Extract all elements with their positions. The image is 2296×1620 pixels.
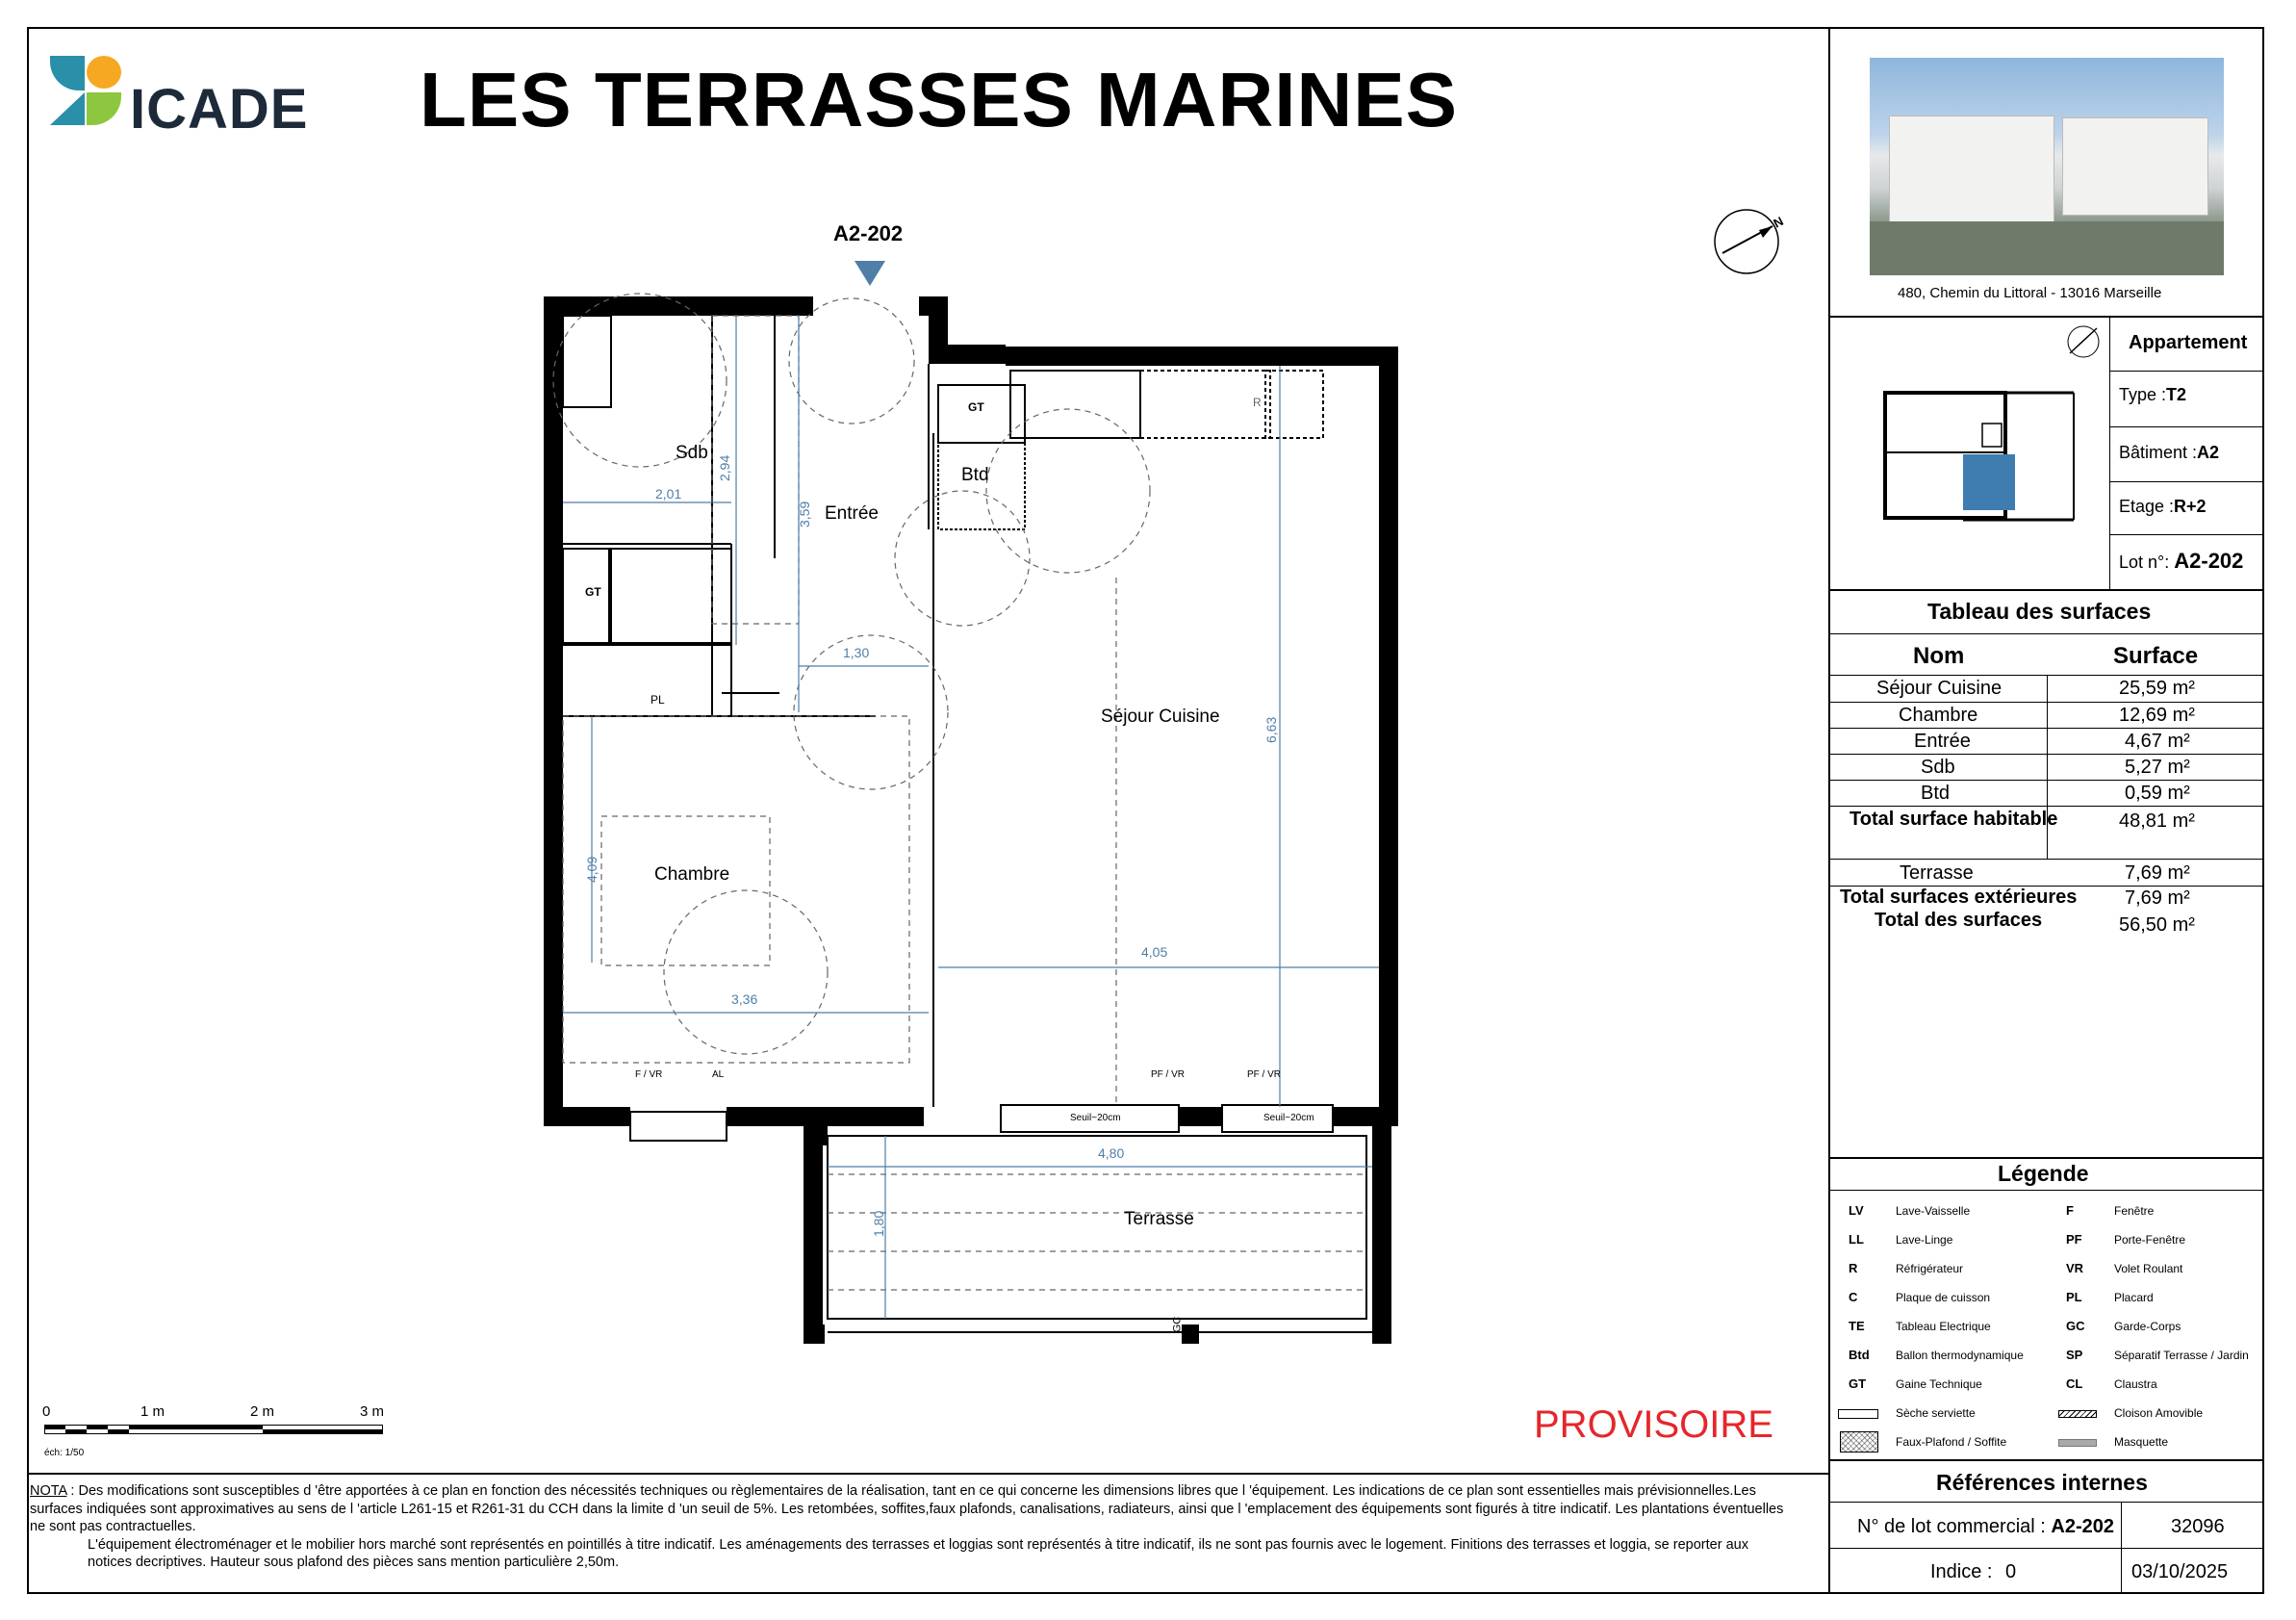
lot-commercial-label: N° de lot commercial : [1857,1516,2046,1537]
building-photo [1870,58,2224,275]
floor-label: Etage : [2119,497,2175,516]
legend-code: F [2066,1203,2074,1218]
divider [1828,702,2264,703]
opening-label: Seuil~20cm [1070,1113,1121,1123]
gt-label: GT [968,400,984,414]
floor-row [2119,497,2207,517]
divider [1828,1459,2264,1461]
dimension: 3,59 [797,501,812,527]
room-sejour: Séjour Cuisine [1101,707,1220,727]
type-row [2119,385,2186,405]
surface-row-value: 5,27 m² [2125,757,2190,778]
total-ext-label: Total surfaces extérieures [1840,887,2078,908]
legend-item: Sèche serviette [1896,1406,1976,1420]
nota-text [30,1482,1791,1572]
surface-row-value: 12,69 m² [2119,705,2195,726]
surface-row-name: Sdb [1921,757,1955,778]
legend-code: LV [1849,1203,1864,1218]
legend-item: Ballon thermodynamique [1896,1349,2024,1362]
floor-plan [539,289,1405,1348]
divider [1828,806,2264,807]
removable-partition-icon [2058,1410,2097,1418]
total-value: 56,50 m² [2119,914,2195,936]
icade-logo [50,56,125,125]
col-surface-header: Surface [2113,643,2199,669]
opening-label: PF / VR [1247,1069,1282,1080]
dimension: 3,36 [731,991,758,1007]
opening-label: AL [712,1069,725,1080]
index-value: 0 [2005,1561,2017,1582]
lot-marker-label: A2-202 [833,221,904,245]
surface-row-value: 25,59 m² [2119,678,2195,699]
dimension: 1,80 [871,1210,886,1237]
address: 480, Chemin du Littoral - 13016 Marseille [1898,285,2162,301]
legend-heading: Légende [1998,1161,2089,1186]
divider [1828,780,2264,781]
provisional-stamp: PROVISOIRE [1534,1403,1773,1446]
compass-icon [2064,322,2103,361]
legend-item: Fenêtre [2114,1204,2155,1218]
legend-item: Placard [2114,1291,2154,1304]
building-value: A2 [2197,443,2220,462]
lot-value: A2-202 [2174,549,2244,573]
divider [2109,316,2110,589]
key-plan [1881,385,2083,539]
divider [1828,589,2264,591]
legend-item: Claustra [2114,1377,2157,1391]
nota-label: NOTA [30,1483,67,1499]
scale-tick: 3 m [360,1403,385,1420]
divider [1828,1157,2264,1159]
compass-icon [1713,207,1790,280]
type-value: T2 [2166,385,2187,404]
lot-row [2119,549,2243,574]
dimension: 4,05 [1141,944,1168,960]
svg-text:N: N [1771,213,1786,231]
legend-code: CL [2066,1376,2083,1391]
terrace-label: Terrasse [1900,862,1974,884]
legend-item: Lave-Linge [1896,1233,1953,1247]
legend-item: Plaque de cuisson [1896,1291,1991,1304]
building-label: Bâtiment : [2119,443,2198,462]
legend-code: GT [1849,1376,1867,1391]
legend-code: LL [1849,1232,1864,1247]
opening-label: Seuil~20cm [1263,1113,1314,1123]
nota-paragraph-1: : Des modifications sont susceptibles d 'être apportées à ce plan en fonction des nécessités techniques ou règlementaires de la réalisation, tant en ce qui concerne les dimensions libres que l 'équipement. Les indications de ce plan sont essentielles mais prévisionnelles.Les surfaces indiquées sont approximatives au sens de l 'article L261-15 et R261-31 du CCH dans la limite d 'un seuil de 5%. Les retombées, soffites,faux plafonds, canalisations, radiateurs, ainsi que l 'emplacement des équipements sont figurés à titre indicatif. Les plantations éventuelles ne sont pas contractuelles. [30,1483,1784,1535]
dimension: 4,80 [1098,1145,1125,1161]
reference-code: 32096 [2171,1516,2225,1537]
legend-code: Btd [1849,1348,1870,1362]
apartment-heading: Appartement [2129,332,2248,353]
fridge-label: R [1253,396,1262,409]
index-row [1930,1561,2016,1583]
towel-dryer-icon [1838,1409,1878,1419]
divider [1828,859,2264,860]
divider [1828,316,2264,318]
legend-code: PF [2066,1232,2082,1247]
masquette-icon [2058,1439,2097,1447]
divider [1828,633,2264,634]
legend-item: Porte-Fenêtre [2114,1233,2186,1247]
legend-code: C [1849,1290,1858,1304]
logo-text: ICADE [130,78,309,141]
divider [27,1473,1828,1475]
legend-item: Faux-Plafond / Soffite [1896,1435,2007,1449]
surface-row-name: Chambre [1899,705,1978,726]
divider [2109,371,2264,372]
dimension: 6,63 [1263,716,1279,743]
building-row [2119,443,2219,463]
guardrail-label: GC [1171,1316,1184,1333]
legend-item: Garde-Corps [2114,1320,2181,1333]
surface-row-value: 4,67 m² [2125,731,2190,752]
legend-item: Volet Roulant [2114,1262,2183,1275]
legend-item: Cloison Amovible [2114,1406,2204,1420]
opening-label: PF / VR [1151,1069,1186,1080]
divider [1828,1548,2264,1549]
gt-label: GT [585,585,601,599]
scale-tick: 2 m [250,1403,275,1420]
lot-commercial-row [1857,1516,2114,1538]
room-sdb: Sdb [676,443,708,463]
surface-row-name: Séjour Cuisine [1876,678,2003,699]
references-heading: Références internes [1936,1470,2148,1495]
dimension: 2,01 [655,486,682,501]
surface-row-name: Entrée [1914,731,1971,752]
floor-value: R+2 [2174,497,2207,516]
divider [1828,754,2264,755]
divider [2109,481,2264,482]
legend-code: PL [2066,1290,2082,1304]
total-label: Total des surfaces [1875,910,2043,931]
opening-label: F / VR [635,1069,663,1080]
dimension: 1,30 [843,645,870,660]
lot-commercial-value: A2-202 [2051,1516,2115,1537]
reference-date: 03/10/2025 [2131,1561,2229,1582]
surface-row-name: Btd [1921,783,1951,804]
total-habitable-value: 48,81 m² [2119,810,2195,832]
legend-item: Séparatif Terrasse / Jardin [2114,1349,2249,1362]
scale-tick: 1 m [140,1403,166,1420]
divider [2109,426,2264,427]
lot-marker-arrow-icon [855,261,885,286]
legend-code: TE [1849,1319,1865,1333]
nota-paragraph-2: L'équipement électroménager et le mobilier hors marché sont représentés en pointillés à titre indicatif. Les aménagements des terrasses et loggias sont représentés à titre indicatif, ils ne sont pas fournis avec le logement. Finitions des terrasses et loggia, se reporter aux notices decriptives. Hauteur sous plafond des pièces sans mention particulière 2,50m. [88,1536,1748,1571]
scale-label: éch: 1/50 [44,1448,85,1458]
legend-code: VR [2066,1261,2084,1275]
legend-item: Masquette [2114,1435,2169,1449]
legend-item: Lave-Vaisselle [1896,1204,1971,1218]
room-btd: Btd [961,465,989,485]
room-entree: Entrée [825,503,879,524]
dimension: 2,94 [717,454,732,481]
divider [1828,1190,2264,1191]
divider [1828,728,2264,729]
legend-code: SP [2066,1348,2083,1362]
legend-item: Tableau Electrique [1896,1320,1991,1333]
page-title: LES TERRASSES MARINES [420,57,1458,142]
divider [1828,1502,2264,1503]
terrace-value: 7,69 m² [2125,862,2190,884]
scale-tick: 0 [42,1403,51,1420]
dimension: 4,09 [584,856,600,883]
lot-label: Lot n°: [2119,553,2170,572]
type-label: Type : [2119,385,2167,404]
room-terrasse: Terrasse [1124,1209,1194,1229]
legend-item: Gaine Technique [1896,1377,1982,1391]
divider [2109,534,2264,535]
col-name-header: Nom [1913,643,1965,669]
legend-code: GC [2066,1319,2085,1333]
false-ceiling-icon [1840,1431,1878,1453]
surface-row-value: 0,59 m² [2125,783,2190,804]
scale-bar [44,1425,383,1434]
legend-code: R [1849,1261,1858,1275]
legend-item: Réfrigérateur [1896,1262,1964,1275]
total-ext-value: 7,69 m² [2125,887,2190,909]
placard-label: PL [651,693,665,707]
room-chambre: Chambre [654,864,730,885]
surfaces-heading: Tableau des surfaces [1927,599,2152,624]
total-habitable-label: Total surface habitable [1850,809,2058,830]
index-label: Indice : [1930,1561,1993,1582]
